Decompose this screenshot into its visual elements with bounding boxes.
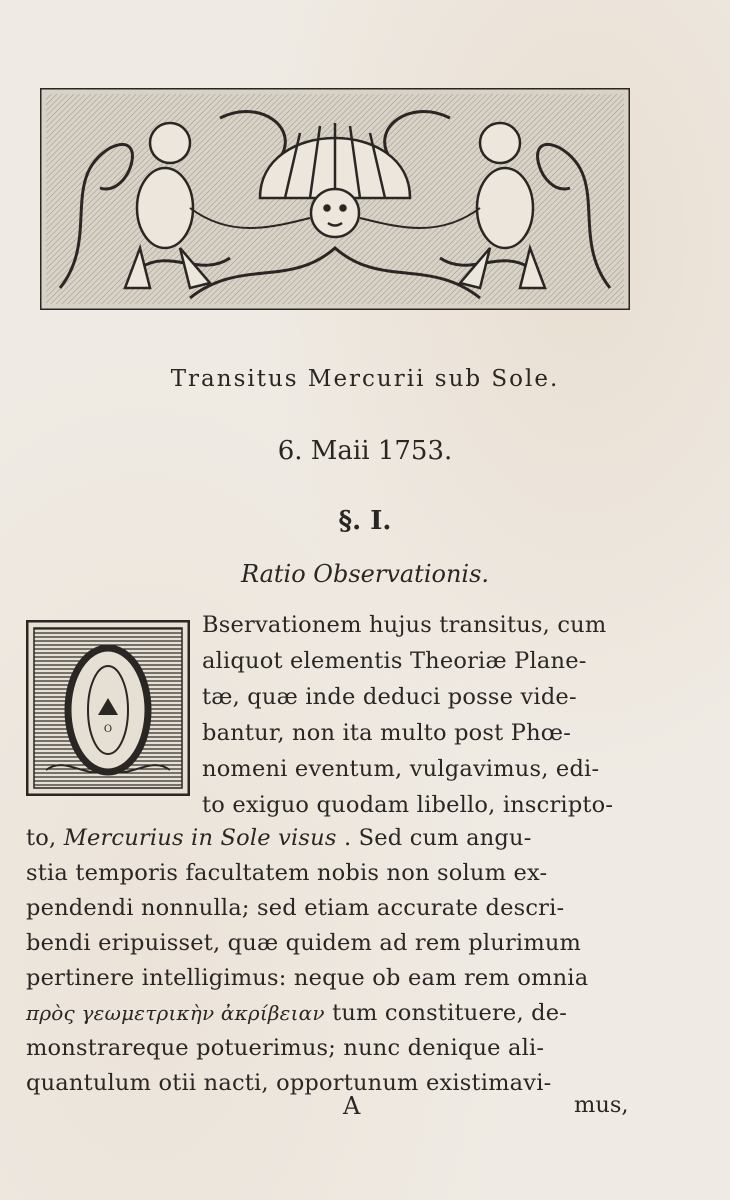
signature-mark: A	[343, 1092, 361, 1120]
book-title-italic: Mercurius in Sole visus	[63, 825, 337, 851]
body-line-7-end: . Sed cum angu-	[336, 825, 532, 851]
body-line-6: to exiguo quodam libello, inscripto-	[202, 792, 614, 818]
catchword: mus,	[574, 1092, 629, 1118]
body-line-9: pendendi nonnulla; sed etiam accurate descri-	[26, 895, 565, 921]
body-line-12-end: tum constituere, de-	[324, 1000, 568, 1026]
svg-text:O: O	[103, 724, 113, 735]
section-subtitle: Ratio Observationis.	[240, 560, 490, 588]
body-line-3: tæ, quæ inde deduci posse vide-	[202, 684, 577, 710]
section-number: §. I.	[338, 506, 392, 536]
body-line-10: bendi eripuisset, quæ quidem ad rem plurimum	[26, 930, 582, 956]
body-line-14: quantulum otii nacti, opportunum existimavi-	[26, 1070, 552, 1096]
body-line-2: aliquot elementis Theoriæ Plane-	[202, 648, 587, 674]
ornamental-headpiece	[40, 88, 630, 310]
body-line-4: bantur, non ita multo post Phœ-	[202, 720, 572, 746]
greek-phrase: πρὸς γεωμετρικὴν ἀκρίβειαν	[26, 1001, 325, 1025]
body-line-8: stia temporis facultatem nobis non solum ex-	[26, 860, 548, 886]
body-line-13: monstrareque potuerimus; nunc denique ali-	[26, 1035, 545, 1061]
drop-cap-ornament-icon	[26, 620, 190, 796]
chapter-title: Transitus Mercurii sub Sole.	[170, 366, 560, 392]
body-line-11: pertinere intelligimus: neque ob eam rem omnia	[26, 965, 589, 991]
drop-cap-initial	[26, 620, 190, 796]
observation-date: 6. Maii 1753.	[277, 436, 453, 466]
body-line-5: nomeni eventum, vulgavimus, edi-	[202, 756, 600, 782]
body-line-1: Bservationem hujus transitus, cum	[202, 612, 607, 638]
body-line-7-start: to,	[26, 825, 64, 851]
body-line-7	[26, 825, 532, 851]
body-line-12	[26, 1000, 567, 1026]
